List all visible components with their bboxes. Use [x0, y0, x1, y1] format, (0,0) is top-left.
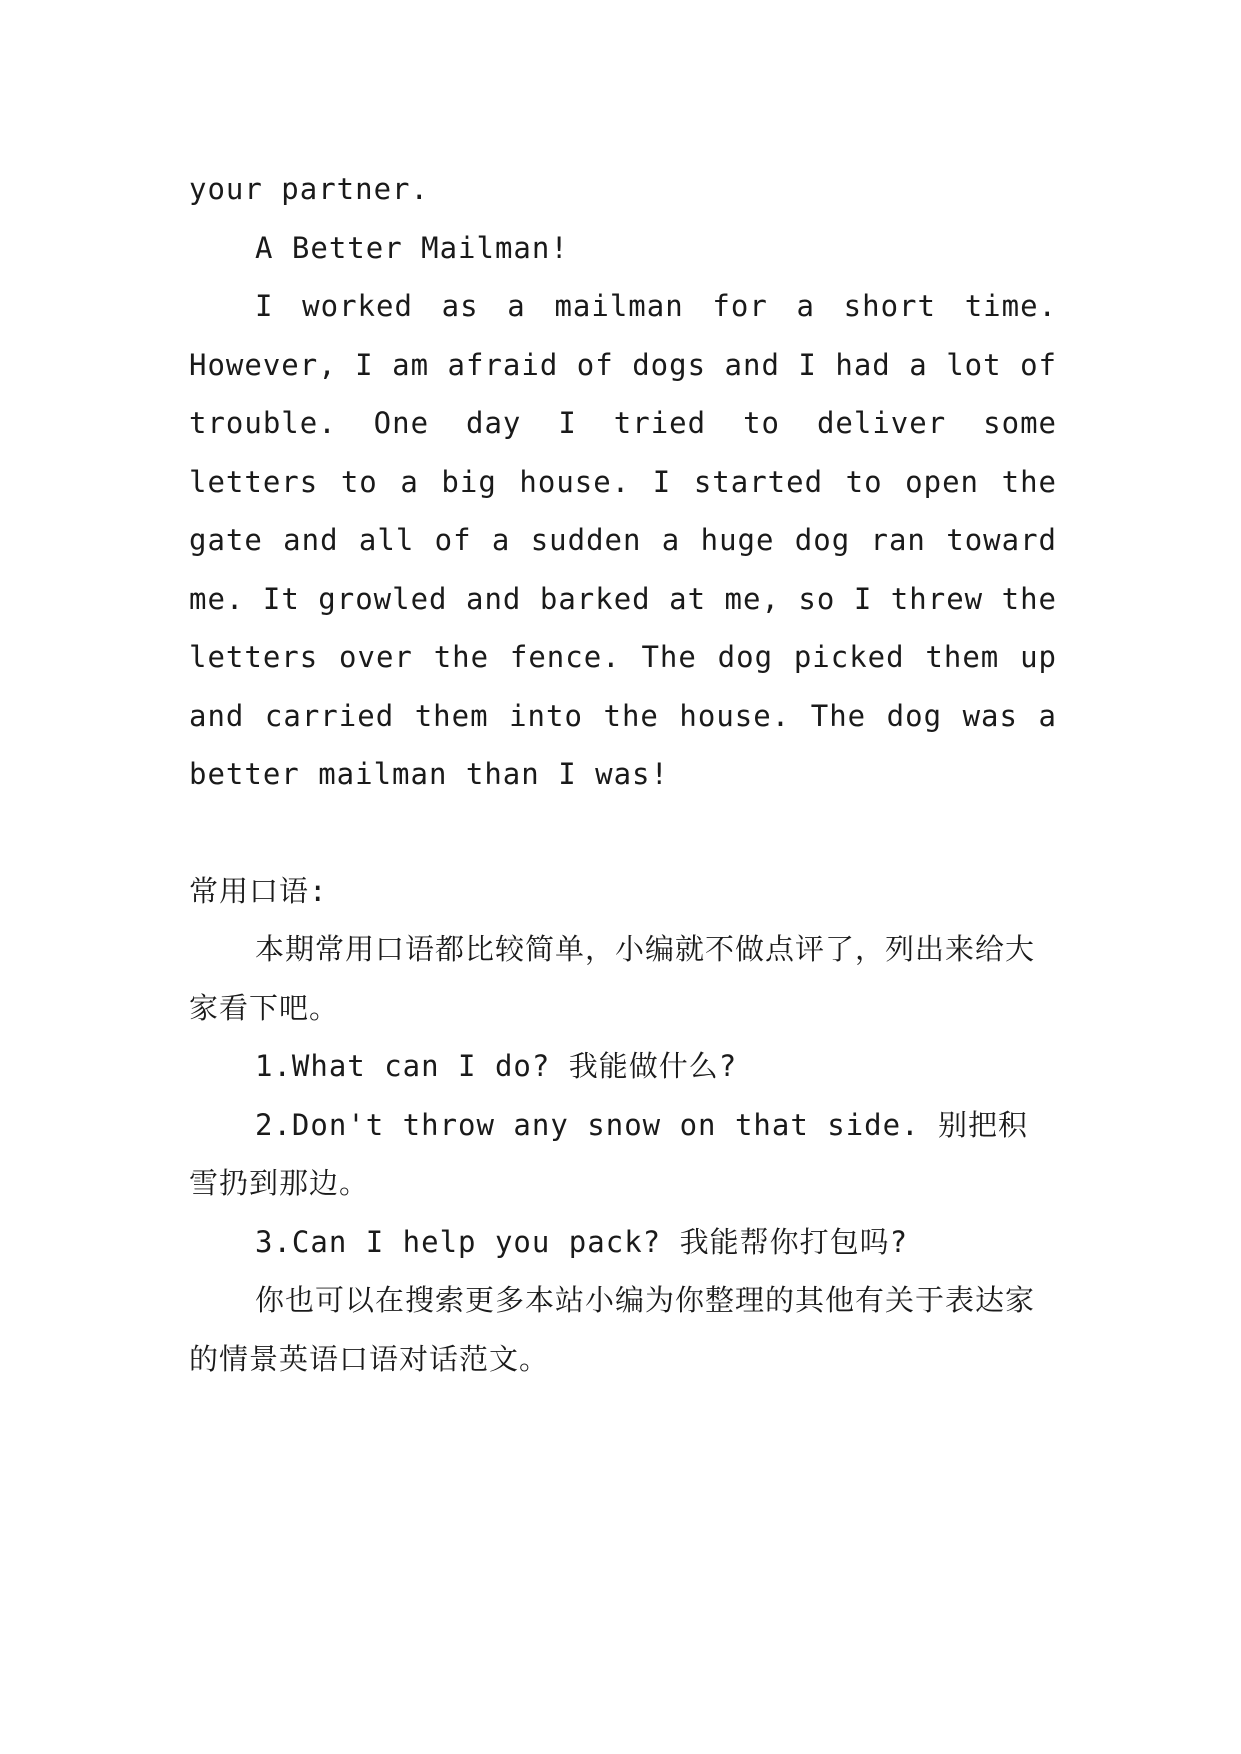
story-title: A Better Mailman! — [255, 230, 569, 265]
phrase-item-1: 1.What can I do? 我能做什么? — [255, 1049, 738, 1083]
section-intro-paragraph: 本期常用口语都比较简单，小编就不做点评了，列出来给大家看下吧。 — [189, 932, 1036, 1025]
story-paragraph: I worked as a mailman for a short time. However, I am afraid of dogs and I had a lot of trouble. One day I tried to deliver some letters to a big house. I started to open the gate and all of a sudden a huge dog ran toward me. It growled and barked at me, so I threw the letters over the fence. The dog picked them up and carried them into the house. The dog was a better mailman than I was! — [189, 289, 1057, 791]
document-body — [189, 160, 1057, 1388]
closing-paragraph: 你也可以在搜索更多本站小编为你整理的其他有关于表达家的情景英语口语对话范文。 — [189, 1283, 1036, 1376]
paragraph-spacer — [189, 804, 1057, 862]
section-heading: 常用口语: — [189, 873, 328, 908]
phrase-item-3: 3.Can I help you pack? 我能帮你打包吗? — [255, 1224, 909, 1259]
phrase-item-2: 2.Don't throw any snow on that side. 别把积雪扔到那边。 — [189, 1107, 1029, 1200]
intro-tail-paragraph: your partner. — [189, 172, 429, 206]
